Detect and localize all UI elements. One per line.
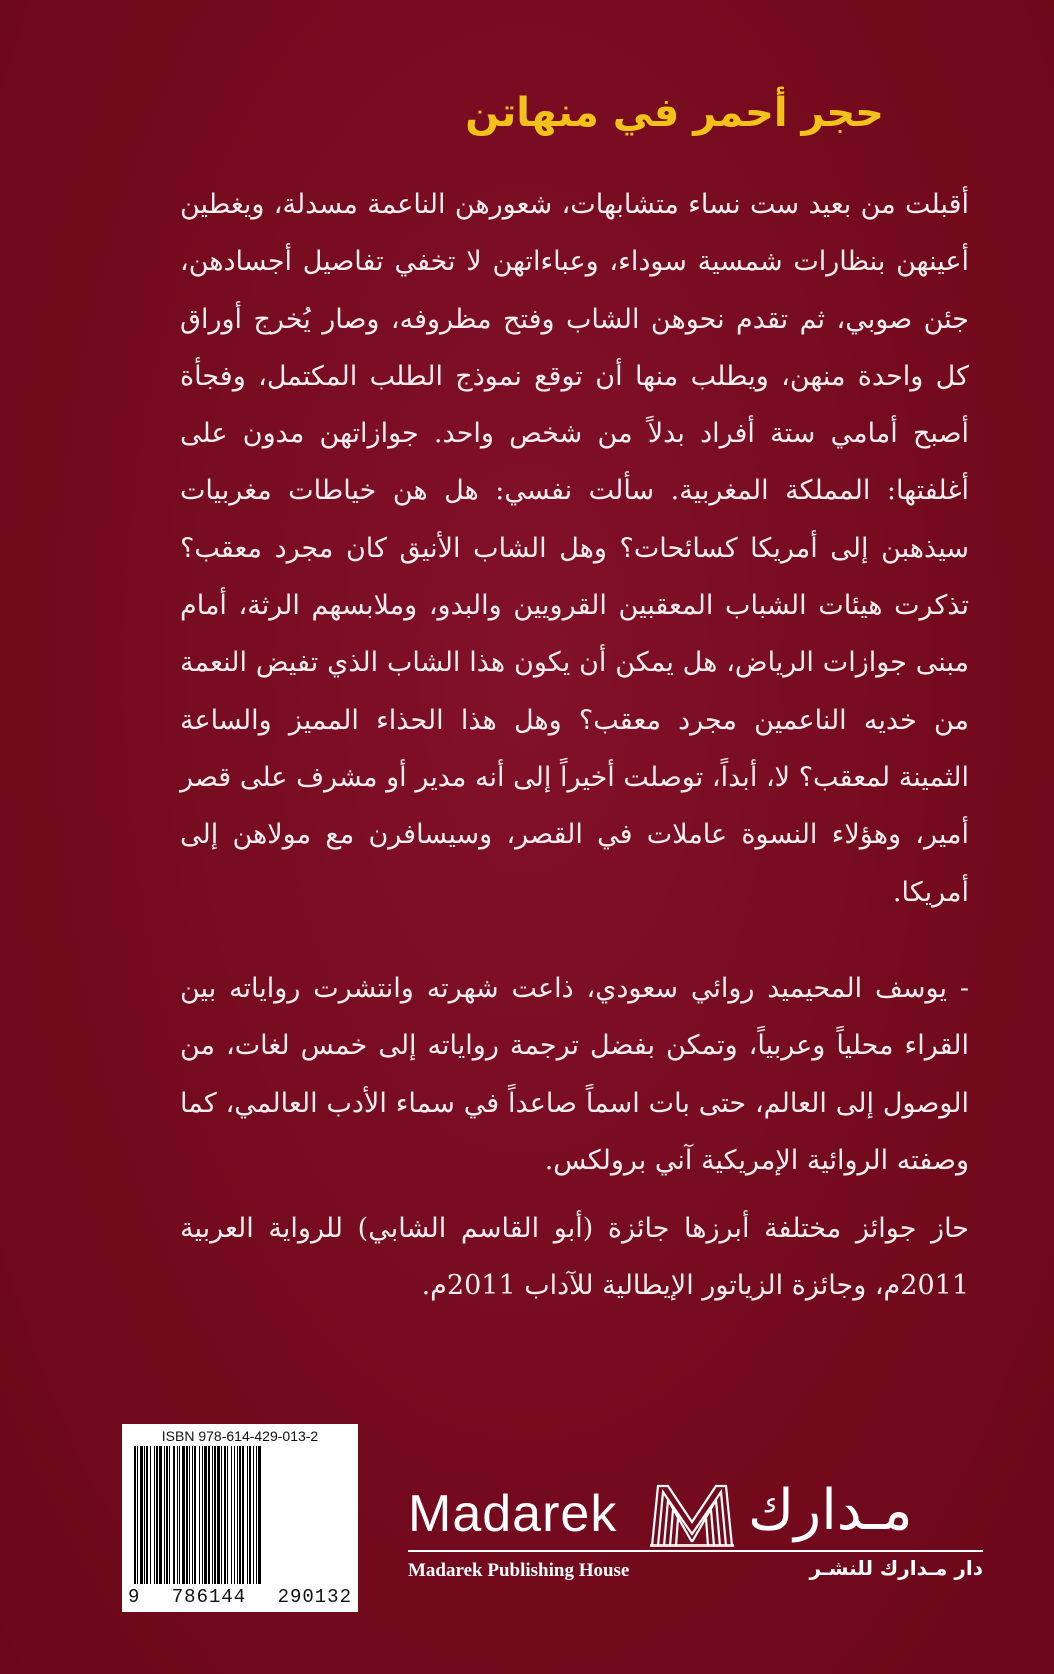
book-title: حجر أحمر في منهاتن [465, 90, 884, 136]
author-awards [180, 1200, 969, 1315]
madarek-m-logo-icon [648, 1482, 736, 1548]
barcode-gap [261, 1446, 263, 1584]
isbn-label: ISBN 978-614-429-013-2 [161, 1428, 319, 1444]
publisher-name-ar: مـدارك [748, 1478, 913, 1543]
publisher-name-en: Madarek [408, 1485, 618, 1543]
author-bio-paragraph: - يوسف المحيميد روائي سعودي، ذاعت شهرته وانتشرت رواياته بين القراء محلياً وعربياً، وتمكن بفضل ترجمة رواياته إلى خمس لغات، من الوصول إلى العالم، حتى بات اسماً صاعداً في سماء الأدب العالمي، كما وصفته الروائية الإمريكية آني برولكس. [180, 973, 969, 1176]
barcode-digit-lead: 9 [128, 1586, 141, 1608]
barcode-bars [134, 1446, 346, 1584]
publisher-subtitle-ar: دار مـدارك للنشـر [809, 1556, 983, 1580]
synopsis-excerpt [180, 176, 969, 921]
barcode-digits [128, 1586, 352, 1608]
isbn-barcode [122, 1424, 358, 1612]
publisher-logo [408, 1478, 983, 1618]
author-awards-paragraph: حاز جوائز مختلفة أبرزها جائزة (أبو القاسم الشابي) للرواية العربية 2011م، وجائزة الزياتور الإيطالية للآداب 2011م. [180, 1213, 969, 1302]
barcode-digits-group-2: 290132 [277, 1586, 352, 1608]
barcode-digits-group-1: 786144 [171, 1586, 247, 1608]
publisher-subtitle-en: Madarek Publishing House [408, 1560, 630, 1581]
author-bio [180, 960, 969, 1189]
logo-divider [408, 1550, 983, 1552]
synopsis-paragraph: أقبلت من بعيد ست نساء متشابهات، شعورهن الناعمة مسدلة، ويغطين أعينهن بنظارات شمسية سوداء، وعباءاتهن لا تخفي تفاصيل أجسادهن، جئن صوبي، ثم تقدم نحوهن الشاب وفتح مظروفه، وصار يُخرج أوراق كل واحدة منهن، ويطلب منها أن توقع نموذج الطلب المكتمل، وفجأة أصبح أمامي ستة أفراد بدلاً من شخص واحد. جوازاتهن مدون على أغلفتها: المملكة المغربية. سألت نفسي: هل هن خياطات مغربيات سيذهبن إلى أمريكا كسائحات؟ وهل الشاب الأنيق كان مجرد معقب؟ تذكرت هيئات الشباب المعقبين القرويين والبدو، وملابسهم الرثة، أمام مبنى جوازات الرياض، هل يمكن أن يكون هذا الشاب الذي تفيض النعمة من خديه الناعمين مجرد معقب؟ وهل هذا الحذاء المميز والساعة الثمينة لمعقب؟ لا، أبداً، توصلت أخيراً إلى أنه مدير أو مشرف على قصر أمير، وهؤلاء النسوة عاملات في القصر، وسيسافرن مع مولاهن إلى أمريكا. [180, 189, 969, 908]
